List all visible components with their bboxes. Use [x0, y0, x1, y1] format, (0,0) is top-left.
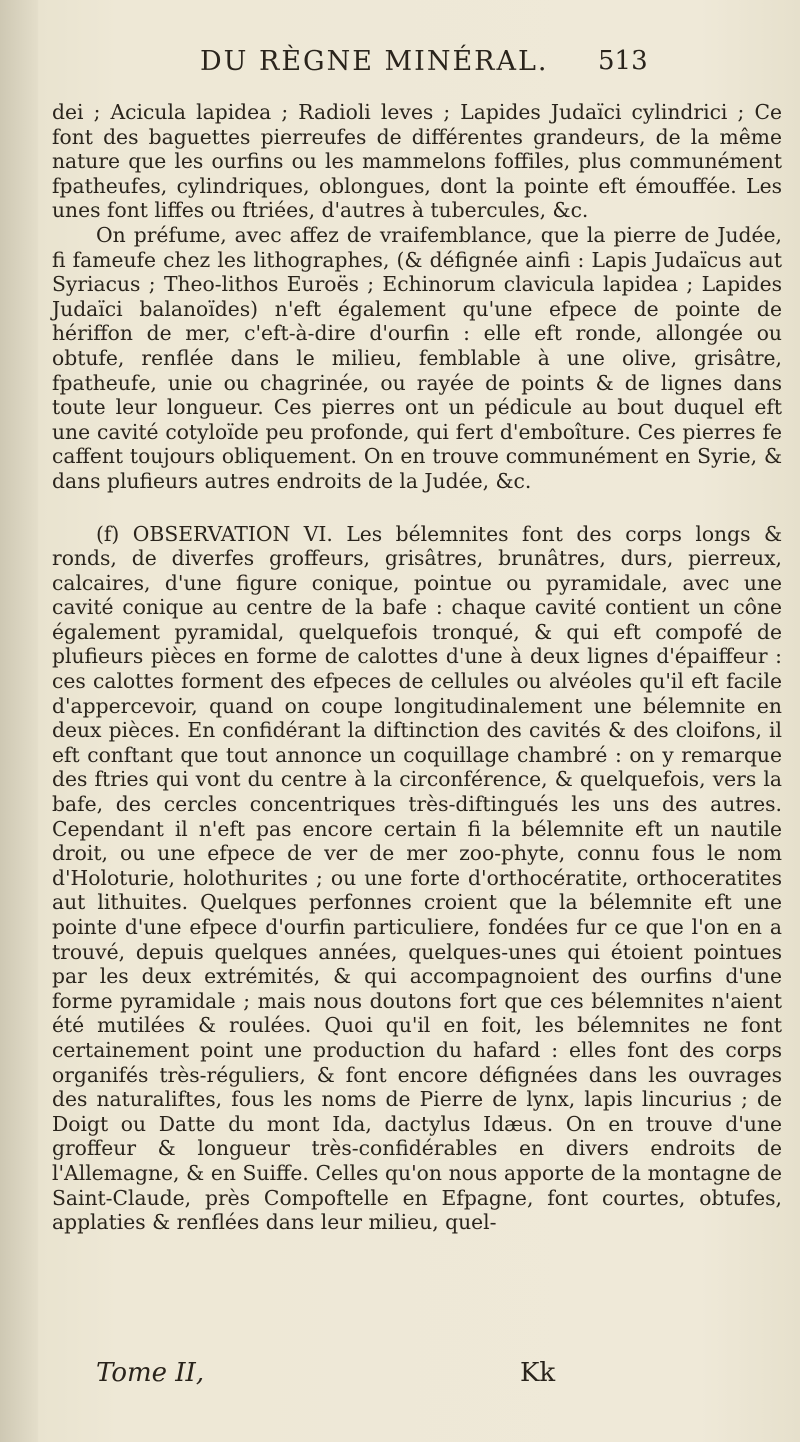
- page-number: 513: [598, 46, 648, 76]
- paragraph-1: dei ; Acicula lapidea ; Radioli leves ; Lapides Judaïci cylindrici ; Ce font des baguettes pierreufes de différentes grandeurs, de la même nature que les ourfins ou les mammelons foffiles, plus communément fpatheufes, cylindriques, oblongues, dont la pointe eft émouffée. Les unes font liffes ou ftriées, d'autres à tubercules, &c.: [52, 100, 782, 223]
- page-footer: [96, 1358, 716, 1394]
- page-gutter-shadow: [0, 0, 38, 1442]
- paragraph-2: On préfume, avec affez de vraifemblance, que la pierre de Judée, fi fameufe chez les lithographes, (& défignée ainfi : Lapis Judaïcus aut Syriacus ; Theo-lithos Euroës ; Echinorum clavicula lapidea ; Lapides Judaïci balanoïdes) n'eft également qu'une efpece de pointe de hériffon de mer, c'eft-à-dire d'ourfin : elle eft ronde, allongée ou obtufe, renflée dans le milieu, femblable à une olive, grisâtre, fpatheufe, unie ou chagrinée, ou rayée de points & de lignes dans toute leur longueur. Ces pierres ont un pédicule au bout duquel eft une cavité cotyloïde peu profonde, qui fert d'emboîture. Ces pierres fe caffent toujours obliquement. On en trouve communément en Syrie, & dans plufieurs autres endroits de la Judée, &c.: [52, 222, 782, 493]
- page-header: [180, 46, 780, 86]
- signature-mark: Kk: [520, 1358, 556, 1388]
- paragraph-3: (f) OBSERVATION VI. Les bélemnites font des corps longs & ronds, de diverfes groffeurs, grisâtres, brunâtres, durs, pierreux, calcaires, d'une figure conique, pointue ou pyramidale, avec une cavité conique au centre de la bafe : chaque cavité contient un cône également pyramidal, quelquefois tronqué, & qui eft compofé de plufieurs pièces en forme de calottes d'une à deux lignes d'épaiffeur : ces calottes forment des efpeces de cellules ou alvéoles qu'il eft facile d'appercevoir, quand on coupe longitudinalement une bélemnite en deux pièces. En confidérant la diftinction des cavités & des cloifons, il eft conftant que tout annonce un coquillage chambré : on y remarque des ftries qui vont du centre à la circonférence, & quelquefois, vers la bafe, des cercles concentriques très-diftingués les uns des autres. Cependant il n'eft pas encore certain fi la bélemnite eft un nautile droit, ou une efpece de ver de mer zoo-phyte, connu fous le nom d'Holoturie, holothurites ; ou une forte d'orthocératite, orthoceratites aut lithuites. Quelques perfonnes croient que la bélemnite eft une pointe d'une efpece d'ourfin particuliere, fondées fur ce que l'on en a trouvé, depuis quelques années, quelques-unes qui étoient pointues par les deux extrémités, & qui accompagnoient des ourfins d'une forme pyramidale ; mais nous doutons fort que ces bélemnites n'aient été mutilées & roulées. Quoi qu'il en foit, les bélemnites ne font certainement point une production du hafard : elles font des corps organifés très-réguliers, & font encore défignées dans les ouvrages des naturaliftes, fous les noms de Pierre de lynx, lapis lincurius ; de Doigt ou Datte du mont Ida, dactylus Idæus. On en trouve d'une groffeur & longueur très-confidérables en divers endroits de l'Allemagne, & en Suiffe. Celles qu'on nous apporte de la montagne de Saint-Claude, près Compoftelle en Efpagne, font courtes, obtufes, applaties & renflées dans leur milieu, quel-: [52, 521, 782, 1235]
- volume-label: Tome II,: [96, 1358, 205, 1388]
- body-text: [52, 100, 782, 1235]
- running-title: DU RÈGNE MINÉRAL.: [200, 46, 549, 77]
